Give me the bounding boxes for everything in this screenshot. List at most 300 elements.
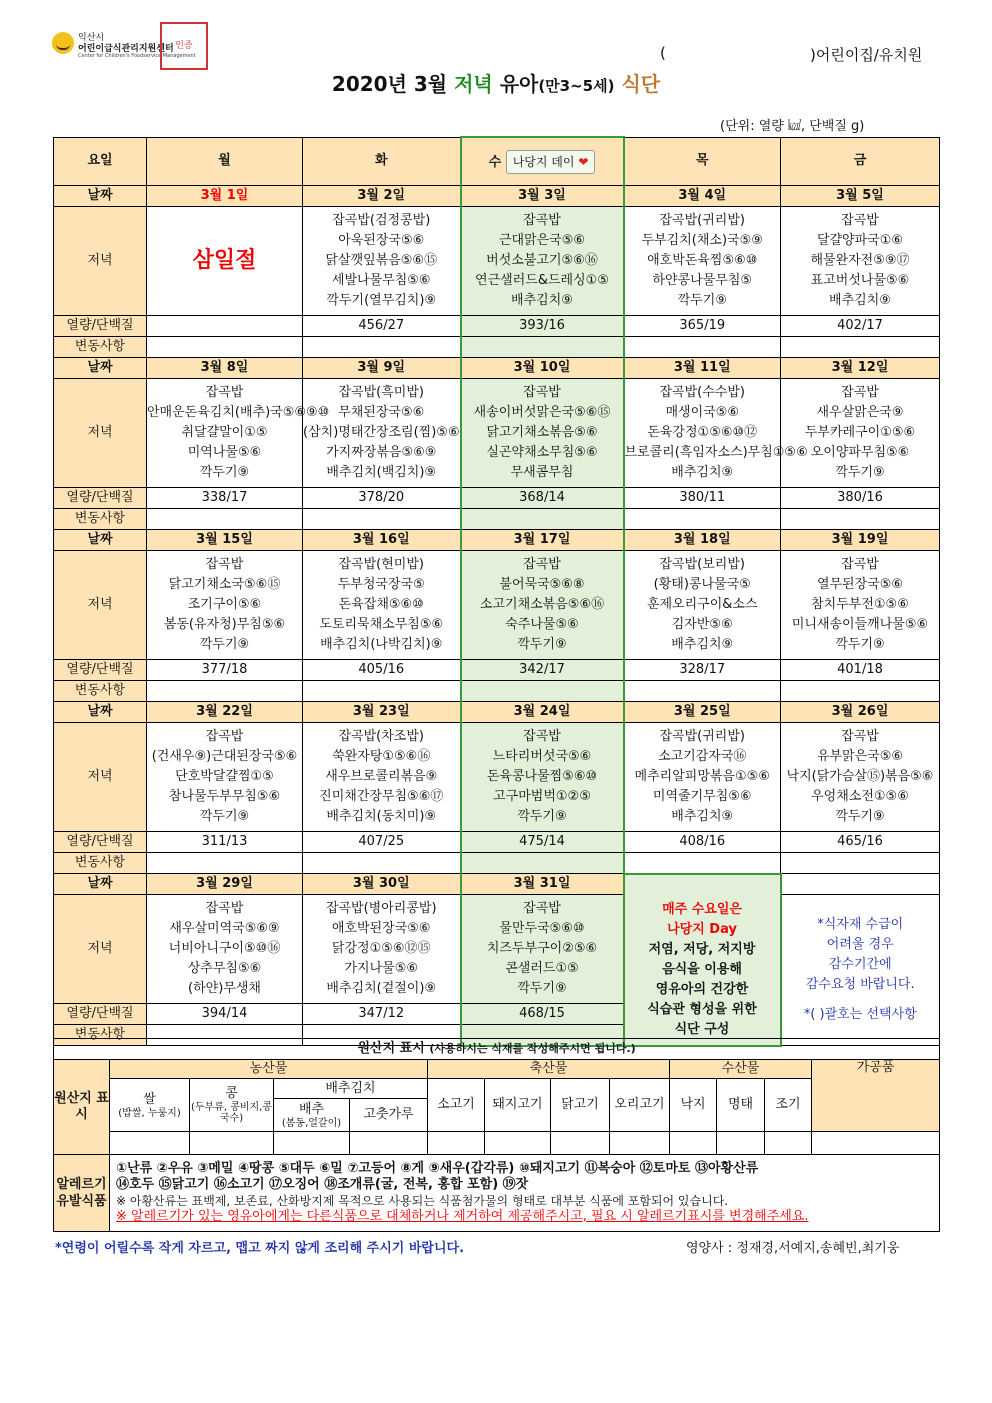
- kcal-label: 열량/단백질: [54, 1004, 147, 1025]
- allergy-warning: ※ 알레르기가 있는 영유아에게는 다른식품으로 대체하거나 제거하여 제공해주시고, 필요 시 알레르기표시를 변경해주세요.: [116, 1209, 809, 1224]
- menu-item: 배추김치⑨: [671, 809, 734, 824]
- date-cell: 3월 3일: [461, 186, 624, 207]
- kcal-cell: 311/13: [147, 832, 303, 853]
- nadangji-badge-label: 나당지 데이: [512, 154, 575, 169]
- dietitians: 영양사 : 정재경,서예지,송혜빈,최기웅: [686, 1241, 900, 1256]
- notice-line: 식단 구성: [674, 1021, 730, 1037]
- entry-pollock[interactable]: [717, 1132, 765, 1155]
- menu-item: 소고기채소볶음⑤⑥⑯: [479, 597, 605, 612]
- change-row: [54, 853, 940, 874]
- kcal-row: [54, 316, 940, 337]
- change-cell[interactable]: [461, 681, 624, 702]
- menu-item: 잡곡밥: [523, 385, 561, 400]
- dinner-cell: [624, 723, 781, 832]
- menu-item: 하얀콩나물무침⑤: [652, 273, 753, 288]
- date-label: 날짜: [54, 702, 147, 723]
- dinner-cell: [461, 207, 624, 316]
- date-cell: 3월 31일: [461, 874, 624, 895]
- dinner-cell: [303, 895, 461, 1004]
- menu-item: 깍두기⑨: [835, 809, 885, 824]
- change-cell[interactable]: [303, 509, 461, 530]
- change-row: [54, 509, 940, 530]
- menu-item: 무채된장국⑤⑥: [338, 405, 425, 420]
- menu-item: 미역줄기무침⑤⑥: [652, 789, 752, 804]
- menu-item: 근대맑은국⑤⑥: [498, 233, 586, 248]
- seal-stamp: 인증: [160, 22, 208, 70]
- origin-table: [53, 1038, 940, 1232]
- menu-item: 깍두기⑨: [517, 637, 567, 652]
- date-label: 날짜: [54, 186, 147, 207]
- entry-rice[interactable]: [110, 1132, 190, 1155]
- menu-item: 열무된장국⑤⑥: [816, 577, 904, 592]
- change-cell[interactable]: [147, 337, 303, 358]
- menu-item: 참나물두부무침⑤⑥: [168, 789, 281, 804]
- menu-item: 잡곡밥: [205, 557, 244, 572]
- menu-item: 쑥완자탕①⑤⑥⑯: [332, 749, 431, 764]
- dinner-label: 저녁: [54, 379, 147, 488]
- entry-duck[interactable]: [610, 1132, 670, 1155]
- date-cell: 3월 18일: [624, 530, 781, 551]
- date-cell: 3월 11일: [624, 358, 781, 379]
- change-label: 변동사항: [54, 681, 147, 702]
- date-row: [54, 186, 940, 207]
- menu-item: 가지나물⑤⑥: [344, 961, 419, 976]
- menu-item: 두부김치(채소)국⑤⑨: [641, 233, 763, 248]
- menu-item: 물만두국⑤⑥⑩: [499, 921, 585, 936]
- menu-item: 잡곡밥(보리밥): [659, 557, 745, 572]
- menu-item: 참치두부전①⑤⑥: [811, 597, 909, 612]
- nadangji-notice: [624, 895, 781, 1046]
- notice-red-line: 나당지 Day: [667, 921, 737, 937]
- date-cell: [781, 874, 940, 895]
- smile-logo-icon: [52, 32, 74, 54]
- kcal-cell: 475/14: [461, 832, 624, 853]
- menu-item: 매생이국⑤⑥: [665, 405, 740, 420]
- menu-item: 진미채간장무침⑤⑥⑰: [319, 789, 444, 804]
- dinner-cell: [303, 551, 461, 660]
- kcal-cell: 380/16: [781, 488, 940, 509]
- entry-cabbage[interactable]: [274, 1132, 350, 1155]
- dinner-cell: [624, 207, 781, 316]
- item-cabbage-sub: (봄동,얼갈이): [281, 1117, 342, 1129]
- change-cell[interactable]: [147, 681, 303, 702]
- dinner-row: [54, 207, 940, 316]
- menu-item: 표고버섯나물⑤⑥: [810, 273, 910, 288]
- dinner-cell: [461, 895, 624, 1004]
- menu-item: 잡곡밥(귀리밥): [659, 213, 745, 228]
- dinner-row: [54, 723, 940, 832]
- date-cell: 3월 17일: [461, 530, 624, 551]
- item-kimchi: 배추김치: [274, 1079, 428, 1099]
- date-cell: 3월 22일: [147, 702, 303, 723]
- menu-item: 낙지(닭가슴살⑮)볶음⑤⑥: [786, 769, 934, 784]
- dinner-cell: [147, 379, 330, 488]
- allergy-label: 알레르기유발식품: [54, 1155, 110, 1232]
- date-cell: 3월 26일: [781, 702, 940, 723]
- change-cell[interactable]: [781, 509, 940, 530]
- menu-item: 새우살맑은국⑨: [816, 405, 904, 420]
- group-livestock: 축산물: [428, 1060, 670, 1079]
- day-tue: 화: [303, 137, 461, 186]
- menu-item: 잡곡밥: [841, 213, 879, 228]
- date-cell: 3월 12일: [781, 358, 940, 379]
- change-cell[interactable]: [461, 509, 624, 530]
- menu-item: 잡곡밥: [205, 385, 244, 400]
- item-rice: [110, 1079, 190, 1132]
- kcal-cell: 328/17: [624, 660, 781, 681]
- item-beef: 소고기: [428, 1079, 485, 1132]
- menu-item: 깍두기⑨: [517, 809, 567, 824]
- date-cell: 3월 30일: [303, 874, 461, 895]
- menu-item: 취달걀말이①⑤: [181, 425, 268, 440]
- menu-item: 잡곡밥: [841, 557, 879, 572]
- change-cell[interactable]: [303, 337, 461, 358]
- dinner-cell: [147, 551, 303, 660]
- menu-item: 잡곡밥: [841, 729, 879, 744]
- date-cell: 3월 29일: [147, 874, 303, 895]
- menu-item: 잡곡밥: [205, 729, 244, 744]
- menu-item: 유부맑은국⑤⑥: [816, 749, 904, 764]
- dinner-cell: [624, 551, 781, 660]
- item-duck: 오리고기: [610, 1079, 670, 1132]
- menu-item: 잡곡밥(흑미밥): [338, 385, 424, 400]
- day-wed: [461, 137, 624, 186]
- dinner-cell: [303, 207, 461, 316]
- kcal-row: [54, 488, 940, 509]
- menu-item: 두부카레구이①⑤⑥: [804, 425, 916, 440]
- allergy-note: ※ 아황산류는 표백제, 보존료, 산화방지제 목적으로 사용되는 식품첨가물의 형태로 대부분 식품에 포함되어 있습니다.: [116, 1194, 729, 1208]
- center-blank-open: (: [660, 44, 666, 62]
- menu-item: 새우브로콜리볶음⑨: [325, 769, 438, 784]
- dinner-row: [54, 379, 940, 488]
- kcal-label: 열량/단백질: [54, 660, 147, 681]
- menu-item: 김자반⑤⑥: [671, 617, 733, 632]
- change-cell[interactable]: [624, 509, 781, 530]
- dinner-cell: [147, 723, 303, 832]
- dinner-label: 저녁: [54, 551, 147, 660]
- menu-item: 배추김치(겉절이)⑨: [326, 981, 437, 996]
- date-cell: 3월 8일: [147, 358, 303, 379]
- kcal-cell: 394/14: [147, 1004, 303, 1025]
- menu-item: 닭살깻잎볶음⑤⑥⑮: [325, 253, 438, 268]
- menu-item: 메추리알피망볶음①⑤⑥: [634, 769, 770, 784]
- menu-item: 깍두기⑨: [677, 293, 727, 308]
- menu-item: 배추김치⑨: [511, 293, 573, 308]
- menu-item: 잡곡밥(현미밥): [338, 557, 424, 572]
- menu-item: 잡곡밥(병아리콩밥): [325, 901, 437, 916]
- item-rice-sub: (밥쌀, 누룽지): [118, 1107, 181, 1119]
- date-cell: 3월 2일: [303, 186, 461, 207]
- menu-item: 돈육콩나물찜⑤⑥⑩: [486, 769, 598, 784]
- entry-chicken[interactable]: [551, 1132, 610, 1155]
- notice-line: 음식을 이용해: [662, 961, 742, 977]
- menu-item: 상추무침⑤⑥: [187, 961, 262, 976]
- change-cell[interactable]: [781, 337, 940, 358]
- supply-note-line: 감수기간에: [828, 957, 892, 972]
- supply-note-line: [782, 995, 940, 1005]
- change-cell[interactable]: [781, 853, 940, 874]
- menu-item: 잡곡밥(수수밥): [659, 385, 745, 400]
- date-row: [54, 874, 940, 895]
- entry-beef[interactable]: [428, 1132, 485, 1155]
- menu-item: 버섯소불고기⑤⑥⑯: [486, 253, 598, 268]
- day-mon: 월: [147, 137, 303, 186]
- change-cell[interactable]: [781, 681, 940, 702]
- menu-item: 배추김치(동치미)⑨: [326, 809, 437, 824]
- menu-item: 훈제오리구이&소스: [646, 597, 758, 612]
- change-cell[interactable]: [147, 853, 303, 874]
- menu-item: 배추김치⑨: [829, 293, 891, 308]
- menu-item: 아욱된장국⑤⑥: [338, 233, 425, 248]
- cooking-note: *연령이 어릴수록 작게 자르고, 맵고 짜지 않게 조리해 주시기 바랍니다.: [55, 1241, 465, 1256]
- item-rice-label: 쌀: [143, 1091, 156, 1107]
- change-cell[interactable]: [624, 337, 781, 358]
- center-suffix: )어린이집/유치원: [810, 46, 923, 64]
- menu-item: 잡곡밥(검정콩밥): [332, 213, 431, 228]
- dinner-cell: [303, 379, 461, 488]
- date-cell: 3월 15일: [147, 530, 303, 551]
- org-english: Center for Children's Foodservice Management: [78, 53, 196, 59]
- dinner-cell: [461, 551, 624, 660]
- menu-item: 새송이버섯맑은국⑤⑥⑮: [473, 405, 611, 420]
- entry-croaker[interactable]: [765, 1132, 812, 1155]
- change-cell[interactable]: [461, 853, 624, 874]
- menu-item: 잡곡밥: [841, 385, 879, 400]
- day-thu: 목: [624, 137, 781, 186]
- menu-item: 달걀양파국①⑥: [816, 233, 904, 248]
- menu-body: [54, 137, 940, 1046]
- menu-item: 닭고기채소국⑤⑥⑮: [168, 577, 281, 592]
- menu-item: 닭고기채소볶음⑤⑥: [486, 425, 598, 440]
- date-cell: 3월 19일: [781, 530, 940, 551]
- menu-item: 우엉채소전①⑤⑥: [811, 789, 909, 804]
- menu-item: 잡곡밥: [523, 729, 561, 744]
- item-bean-sub: (두부류, 콩비지,콩국수): [190, 1102, 273, 1124]
- change-cell[interactable]: [461, 337, 624, 358]
- menu-item: 배추김치(백김치)⑨: [326, 465, 437, 480]
- change-cell[interactable]: [147, 509, 303, 530]
- kcal-cell: 393/16: [461, 316, 624, 337]
- change-label: 변동사항: [54, 509, 147, 530]
- kcal-cell: 405/16: [303, 660, 461, 681]
- menu-item: 미니새송이들깨나물⑤⑥: [791, 617, 929, 632]
- notice-red-line: 매주 수요일은: [662, 901, 742, 917]
- kcal-label: 열량/단백질: [54, 488, 147, 509]
- supply-note-line: *식자재 수급이: [817, 917, 904, 932]
- allergy-list: [110, 1155, 940, 1232]
- change-row: [54, 337, 940, 358]
- kcal-row: [54, 660, 940, 681]
- title-age-range: (만3~5세): [538, 77, 615, 95]
- entry-octopus[interactable]: [670, 1132, 717, 1155]
- menu-item: 잡곡밥: [523, 557, 561, 572]
- date-cell: 3월 24일: [461, 702, 624, 723]
- entry-pork[interactable]: [485, 1132, 551, 1155]
- menu-item: 잡곡밥(차조밥): [338, 729, 424, 744]
- change-label: 변동사항: [54, 1025, 147, 1046]
- unit-note: (단위: 열량 ㎉, 단백질 g): [720, 119, 865, 134]
- group-seafood: 수산물: [670, 1060, 812, 1079]
- dinner-cell: [781, 207, 940, 316]
- day-fri: 금: [781, 137, 940, 186]
- menu-item: 무새콤무침: [510, 465, 574, 480]
- menu-item: 깍두기⑨: [199, 465, 250, 480]
- title-suffix: 식단: [621, 72, 661, 96]
- notice-line: 영유아의 건강한: [655, 981, 749, 997]
- menu-item: 잡곡밥(귀리밥): [659, 729, 745, 744]
- allergy-line-1: ①난류 ②우유 ③메밀 ④땅콩 ⑤대두 ⑥밀 ⑦고등어 ⑧게 ⑨새우(갑각류) ⑩돼지고기 ⑪복숭아 ⑫토마토 ⑬아황산류: [116, 1161, 759, 1176]
- notice-line: 저염, 저당, 저지방: [648, 941, 756, 957]
- supply-note-line: *( )괄호는 선택사항: [803, 1007, 917, 1022]
- day-wed-label: 수: [488, 154, 502, 170]
- entry-chili[interactable]: [350, 1132, 428, 1155]
- dinner-label: 저녁: [54, 207, 147, 316]
- menu-item: 도토리묵채소무침⑤⑥: [319, 617, 444, 632]
- menu-item: 안매운돈육김치(배추)국⑤⑥⑨⑩: [147, 405, 330, 420]
- dinner-cell: [781, 551, 940, 660]
- date-label: 날짜: [54, 530, 147, 551]
- menu-item: 닭강정①⑤⑥⑫⑮: [331, 941, 431, 956]
- dinner-cell: [781, 379, 940, 488]
- item-croaker: 조기: [765, 1079, 812, 1132]
- kcal-cell: 365/19: [624, 316, 781, 337]
- entry-bean[interactable]: [190, 1132, 274, 1155]
- menu-item: 잡곡밥: [523, 213, 561, 228]
- menu-item: 가지짜장볶음⑤⑥⑨: [326, 445, 437, 460]
- title-age: 유아: [499, 72, 539, 96]
- kcal-cell: 378/20: [303, 488, 461, 509]
- change-cell[interactable]: [624, 853, 781, 874]
- menu-item: 두부청국장국⑤: [337, 577, 425, 592]
- menu-item: 잡곡밥: [205, 901, 244, 916]
- item-pork: 돼지고기: [485, 1079, 551, 1132]
- kcal-row: [54, 832, 940, 853]
- kcal-cell: [147, 316, 303, 337]
- page-title: [0, 68, 992, 97]
- kcal-cell: 342/17: [461, 660, 624, 681]
- item-chicken: 닭고기: [551, 1079, 610, 1132]
- menu-item: 너비아니구이⑤⑩⑯: [168, 941, 281, 956]
- menu-item: 느타리버섯국⑤⑥: [492, 749, 592, 764]
- date-cell: 3월 10일: [461, 358, 624, 379]
- menu-item: 소고기감자국⑯: [658, 749, 747, 764]
- date-cell: [624, 874, 781, 895]
- item-octopus: 낙지: [670, 1079, 717, 1132]
- org-name: 어린이급식관리지원센터: [78, 44, 174, 54]
- menu-item: 깍두기⑨: [517, 981, 567, 996]
- title-meal: 저녁: [454, 72, 493, 96]
- menu-item: (황태)콩나물국⑤: [653, 577, 751, 592]
- menu-item: 새우살미역국⑤⑥⑨: [169, 921, 280, 936]
- menu-item: 애호박돈육찜⑤⑥⑩: [647, 253, 758, 268]
- dinner-cell: [461, 379, 624, 488]
- allergy-line-2: ⑭호두 ⑮닭고기 ⑯소고기 ⑰오징어 ⑱조개류(굴, 전복, 홍합 포함) ⑲잣: [116, 1177, 529, 1192]
- origin-title: [54, 1039, 940, 1060]
- dinner-cell: [303, 723, 461, 832]
- date-row: [54, 358, 940, 379]
- menu-item: 불어묵국⑤⑥⑧: [499, 577, 585, 592]
- holiday-label: 삼일절: [192, 248, 257, 273]
- menu-item: 콘샐러드①⑤: [505, 961, 579, 976]
- menu-item: 깍두기⑨: [835, 637, 885, 652]
- menu-item: 미역나물⑤⑥: [187, 445, 262, 460]
- change-cell[interactable]: [303, 853, 461, 874]
- dinner-row: [54, 895, 940, 1004]
- change-label: 변동사항: [54, 337, 147, 358]
- kcal-cell: 408/16: [624, 832, 781, 853]
- notice-line: 식습관 형성을 위한: [647, 1001, 757, 1017]
- kcal-label: 열량/단백질: [54, 832, 147, 853]
- kcal-cell: 338/17: [147, 488, 303, 509]
- origin-title-row: [54, 1039, 940, 1060]
- menu-item: 봄동(유자청)무침⑤⑥: [163, 617, 286, 632]
- dinner-cell: [624, 379, 808, 488]
- group-agri: 농산물: [110, 1060, 428, 1079]
- menu-item: 배추김치⑨: [671, 637, 734, 652]
- origin-entry-row: [54, 1132, 940, 1155]
- change-cell[interactable]: [303, 681, 461, 702]
- supply-note-line: 어려울 경우: [826, 937, 894, 952]
- menu-item: 단호박달걀찜①⑤: [175, 769, 274, 784]
- date-row: [54, 702, 940, 723]
- menu-item: 조기구이⑤⑥: [187, 597, 262, 612]
- origin-row-label: 원산지 표시: [54, 1060, 110, 1155]
- origin-item-row: [54, 1079, 940, 1099]
- item-bean: [190, 1079, 274, 1132]
- menu-item: 애호박된장국⑤⑥: [331, 921, 431, 936]
- item-cabbage: [274, 1099, 350, 1132]
- menu-item: 깍두기⑨: [199, 637, 250, 652]
- menu-item: 돈육강정①⑤⑥⑩⑫: [647, 425, 758, 440]
- kcal-cell: 377/18: [147, 660, 303, 681]
- kcal-cell: 380/11: [624, 488, 781, 509]
- origin-group-row: [54, 1060, 940, 1079]
- dinner-cell: [461, 723, 624, 832]
- date-cell: 3월 4일: [624, 186, 781, 207]
- day-header-row: [54, 137, 940, 186]
- dinner-row: [54, 551, 940, 660]
- heart-icon: ❤: [578, 154, 589, 169]
- date-cell: 3월 9일: [303, 358, 461, 379]
- menu-item: 해물완자전⑤⑨⑰: [810, 253, 910, 268]
- dinner-label: 저녁: [54, 723, 147, 832]
- kcal-cell: 368/14: [461, 488, 624, 509]
- menu-item: 깍두기⑨: [199, 809, 250, 824]
- item-chili: 고춧가루: [350, 1099, 428, 1132]
- origin-title-note: (사용하시는 식재를 작성해주시면 됩니다.): [429, 1042, 636, 1055]
- menu-table: [53, 136, 940, 1047]
- kcal-cell: 465/16: [781, 832, 940, 853]
- kcal-cell: 407/25: [303, 832, 461, 853]
- menu-item: 오이양파무침⑤⑥: [810, 445, 910, 460]
- change-row: [54, 681, 940, 702]
- item-cabbage-label: 배추: [298, 1101, 325, 1117]
- menu-item: 세발나물무침⑤⑥: [331, 273, 431, 288]
- origin-title-text: 원산지 표시: [357, 1041, 425, 1056]
- menu-item: 연근샐러드&드레싱①⑤: [475, 273, 609, 288]
- kcal-cell: 468/15: [461, 1004, 624, 1025]
- allergy-row: [54, 1155, 940, 1232]
- change-cell[interactable]: [624, 681, 781, 702]
- change-label: 변동사항: [54, 853, 147, 874]
- nadangji-day-badge: [506, 150, 596, 174]
- entry-processed[interactable]: [812, 1132, 940, 1155]
- menu-item: 고구마범벅①②⑤: [493, 789, 591, 804]
- menu-item: 배추김치(나박김치)⑨: [320, 637, 443, 652]
- item-bean-label: 콩: [225, 1086, 238, 1101]
- menu-item: (삼치)명태간장조림(찜)⑤⑥: [303, 425, 460, 440]
- menu-item: 숙주나물⑤⑥: [505, 617, 579, 632]
